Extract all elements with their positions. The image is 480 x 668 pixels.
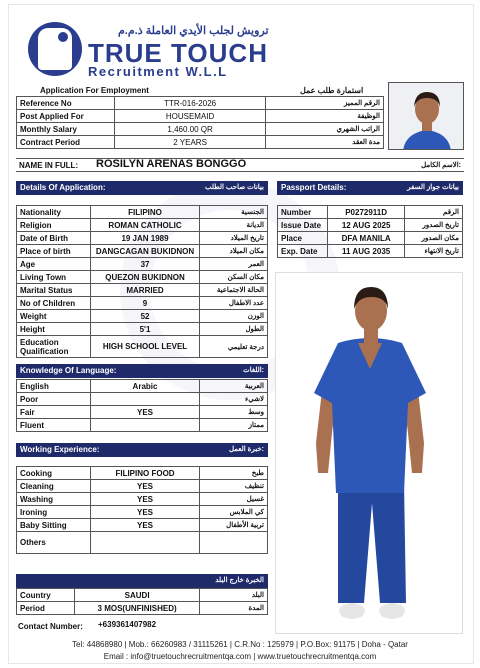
table-row bbox=[278, 206, 463, 219]
row-label: Education Qualification bbox=[17, 336, 91, 358]
row-label: Poor bbox=[17, 393, 91, 406]
row-value: FILIPINO FOOD bbox=[90, 467, 199, 480]
application-table bbox=[16, 96, 384, 149]
table-row bbox=[17, 206, 268, 219]
row-value: Arabic bbox=[90, 380, 200, 393]
table-row bbox=[17, 419, 268, 432]
details-table bbox=[16, 205, 268, 358]
table-row bbox=[17, 336, 268, 358]
row-label: Issue Date bbox=[278, 219, 328, 232]
table-row bbox=[17, 380, 268, 393]
row-label: Date of Birth bbox=[17, 232, 91, 245]
row-label-ar: تنظيف bbox=[200, 480, 268, 493]
passport-heading: Passport Details: bbox=[281, 183, 347, 192]
row-value: YES bbox=[90, 519, 199, 532]
row-label-ar: غسيل bbox=[200, 493, 268, 506]
row-label-ar: كي الملابس bbox=[200, 506, 268, 519]
row-label: Ironing bbox=[17, 506, 91, 519]
name-in-full-row bbox=[16, 158, 464, 172]
table-row bbox=[17, 310, 268, 323]
row-label-ar: المدة bbox=[200, 602, 268, 615]
brand-arabic-name: ترويش لجلب الأيدي العاملة ذ.م.م bbox=[118, 25, 269, 37]
row-label-ar bbox=[200, 532, 268, 554]
row-value: 9 bbox=[90, 297, 200, 310]
row-label-ar: الحالة الاجتماعية bbox=[200, 284, 268, 297]
row-label: Place bbox=[278, 232, 328, 245]
row-label: Country bbox=[17, 589, 75, 602]
row-value: 5'1 bbox=[90, 323, 200, 336]
row-value: MARRIED bbox=[90, 284, 200, 297]
table-row bbox=[17, 532, 268, 554]
details-heading: Details Of Application: bbox=[20, 183, 106, 192]
contact-number: +639361407982 bbox=[98, 620, 157, 629]
row-label: Place of birth bbox=[17, 245, 91, 258]
row-label-ar: الطول bbox=[200, 323, 268, 336]
row-value bbox=[90, 419, 200, 432]
experience-heading-ar: خبرة العمل: bbox=[228, 446, 264, 453]
row-value: YES bbox=[90, 480, 199, 493]
row-label-ar: عدد الاطفال bbox=[200, 297, 268, 310]
row-label: Height bbox=[17, 323, 91, 336]
table-row bbox=[17, 602, 268, 615]
row-label: Cleaning bbox=[17, 480, 91, 493]
row-label-ar: مكان الميلاد bbox=[200, 245, 268, 258]
row-label-ar: البلد bbox=[200, 589, 268, 602]
row-value: P0272911D bbox=[327, 206, 404, 219]
application-title-ar: استمارة طلب عمل bbox=[300, 86, 364, 95]
table-row bbox=[17, 258, 268, 271]
row-label: Fluent bbox=[17, 419, 91, 432]
brand-subtitle: Recruitment W.L.L bbox=[88, 64, 228, 79]
language-table bbox=[16, 379, 268, 432]
row-label-ar: الراتب الشهري bbox=[266, 123, 384, 136]
experience-section-header bbox=[16, 443, 268, 457]
row-label: No of Children bbox=[17, 297, 91, 310]
passport-heading-ar: بيانات جواز السفر bbox=[407, 184, 459, 191]
row-label-ar: العمر bbox=[200, 258, 268, 271]
table-row bbox=[278, 245, 463, 258]
row-label-ar: تربية الأطفال bbox=[200, 519, 268, 532]
row-label-ar: ممتاز bbox=[200, 419, 268, 432]
row-label: Washing bbox=[17, 493, 91, 506]
table-row bbox=[17, 297, 268, 310]
row-label-ar: الديانة bbox=[200, 219, 268, 232]
table-row bbox=[17, 589, 268, 602]
row-label: Age bbox=[17, 258, 91, 271]
row-label: Living Town bbox=[17, 271, 91, 284]
row-label: Period bbox=[17, 602, 75, 615]
table-row bbox=[17, 110, 384, 123]
table-row bbox=[17, 123, 384, 136]
row-label-ar: تاريخ الميلاد bbox=[200, 232, 268, 245]
row-value: 37 bbox=[90, 258, 200, 271]
row-label-ar: الرقم المميز bbox=[266, 97, 384, 110]
table-row bbox=[278, 232, 463, 245]
row-label-ar: وسط bbox=[200, 406, 268, 419]
row-value bbox=[90, 393, 200, 406]
language-heading: Knowledge Of Language: bbox=[20, 366, 117, 375]
table-row bbox=[17, 323, 268, 336]
contact-label: Contact Number: bbox=[18, 622, 83, 631]
row-label: Reference No bbox=[17, 97, 115, 110]
table-row bbox=[17, 136, 384, 149]
name-label-ar: الاسم الكامل: bbox=[421, 162, 461, 169]
row-value: 3 MOS(UNFINISHED) bbox=[74, 602, 200, 615]
row-value: HIGH SCHOOL LEVEL bbox=[90, 336, 200, 358]
row-value bbox=[90, 532, 199, 554]
experience-table bbox=[16, 466, 268, 554]
table-row bbox=[17, 245, 268, 258]
table-row bbox=[17, 284, 268, 297]
applicant-full-body-photo bbox=[275, 272, 463, 634]
table-row bbox=[17, 219, 268, 232]
row-label: Weight bbox=[17, 310, 91, 323]
applicant-portrait-photo bbox=[388, 82, 464, 150]
row-label-ar: الجنسية bbox=[200, 206, 268, 219]
table-row bbox=[17, 493, 268, 506]
table-row bbox=[17, 467, 268, 480]
row-label: Fair bbox=[17, 406, 91, 419]
applicant-name: ROSILYN ARENAS BONGGO bbox=[96, 158, 247, 170]
table-row bbox=[17, 271, 268, 284]
experience-heading: Working Experience: bbox=[20, 445, 100, 454]
row-label-ar: طبخ bbox=[200, 467, 268, 480]
row-label-ar: مكان السكن bbox=[200, 271, 268, 284]
row-value: 11 AUG 2035 bbox=[327, 245, 404, 258]
row-value: QUEZON BUKIDNON bbox=[90, 271, 200, 284]
row-value: HOUSEMAID bbox=[114, 110, 266, 123]
row-value: 19 JAN 1989 bbox=[90, 232, 200, 245]
table-row bbox=[17, 480, 268, 493]
details-heading-ar: بيانات صاحب الطلب bbox=[204, 184, 264, 191]
table-row bbox=[17, 506, 268, 519]
row-label-ar: الوظيفة bbox=[266, 110, 384, 123]
abroad-section-header bbox=[16, 574, 268, 588]
row-label: Number bbox=[278, 206, 328, 219]
row-label-ar: تاريخ الصدور bbox=[405, 219, 463, 232]
row-label: Religion bbox=[17, 219, 91, 232]
row-label-ar: درجة تعليمي bbox=[200, 336, 268, 358]
row-label: Marital Status bbox=[17, 284, 91, 297]
table-row bbox=[17, 519, 268, 532]
footer-contact-line: Tel: 44868980 | Mob.: 66260983 / 31115261 | C.R.No : 125979 | P.O.Box: 91175 | Doha - Qatar bbox=[72, 640, 408, 649]
row-label: Baby Sitting bbox=[17, 519, 91, 532]
abroad-table bbox=[16, 588, 268, 615]
passport-table bbox=[277, 205, 463, 258]
company-logo-icon bbox=[28, 22, 82, 76]
language-section-header bbox=[16, 364, 268, 378]
table-row bbox=[17, 97, 384, 110]
row-value: ROMAN CATHOLIC bbox=[90, 219, 200, 232]
row-label: Post Applied For bbox=[17, 110, 115, 123]
row-label: Contract Period bbox=[17, 136, 115, 149]
row-value: YES bbox=[90, 506, 199, 519]
details-section-header bbox=[16, 181, 268, 195]
row-value: 1,460.00 QR bbox=[114, 123, 266, 136]
abroad-heading-ar: الخبرة خارج البلد bbox=[215, 577, 264, 584]
application-title: Application For Employment bbox=[40, 86, 149, 95]
row-value: SAUDI bbox=[74, 589, 200, 602]
row-label: Exp. Date bbox=[278, 245, 328, 258]
row-label-ar: العربية bbox=[200, 380, 268, 393]
row-value: 12 AUG 2025 bbox=[327, 219, 404, 232]
row-label: Nationality bbox=[17, 206, 91, 219]
row-value: FILIPINO bbox=[90, 206, 200, 219]
row-value: DANGCAGAN BUKIDNON bbox=[90, 245, 200, 258]
row-label-ar: تاريخ الانتهاء bbox=[405, 245, 463, 258]
name-label: NAME IN FULL: bbox=[19, 161, 79, 170]
footer-email-line: Email : info@truetouchrecruitmentqa.com | www.truetouchrecruitmentqa.com bbox=[103, 652, 377, 661]
row-label: Monthly Salary bbox=[17, 123, 115, 136]
table-row bbox=[17, 393, 268, 406]
brand-name: TRUE TOUCH bbox=[88, 38, 268, 68]
table-row bbox=[17, 406, 268, 419]
row-label-ar: مكان الصدور bbox=[405, 232, 463, 245]
row-label: Others bbox=[17, 532, 91, 554]
row-value: 52 bbox=[90, 310, 200, 323]
language-heading-ar: اللغات: bbox=[243, 367, 264, 374]
table-row bbox=[278, 219, 463, 232]
row-value: DFA MANILA bbox=[327, 232, 404, 245]
table-row bbox=[17, 232, 268, 245]
row-value: YES bbox=[90, 493, 199, 506]
row-label: English bbox=[17, 380, 91, 393]
row-label-ar: لاشيء bbox=[200, 393, 268, 406]
passport-section-header bbox=[277, 181, 463, 195]
row-value: 2 YEARS bbox=[114, 136, 266, 149]
row-value: TTR-016-2026 bbox=[114, 97, 266, 110]
row-value: YES bbox=[90, 406, 200, 419]
row-label-ar: مدة العقد bbox=[266, 136, 384, 149]
row-label-ar: الرقم bbox=[405, 206, 463, 219]
row-label-ar: الوزن bbox=[200, 310, 268, 323]
row-label: Cooking bbox=[17, 467, 91, 480]
